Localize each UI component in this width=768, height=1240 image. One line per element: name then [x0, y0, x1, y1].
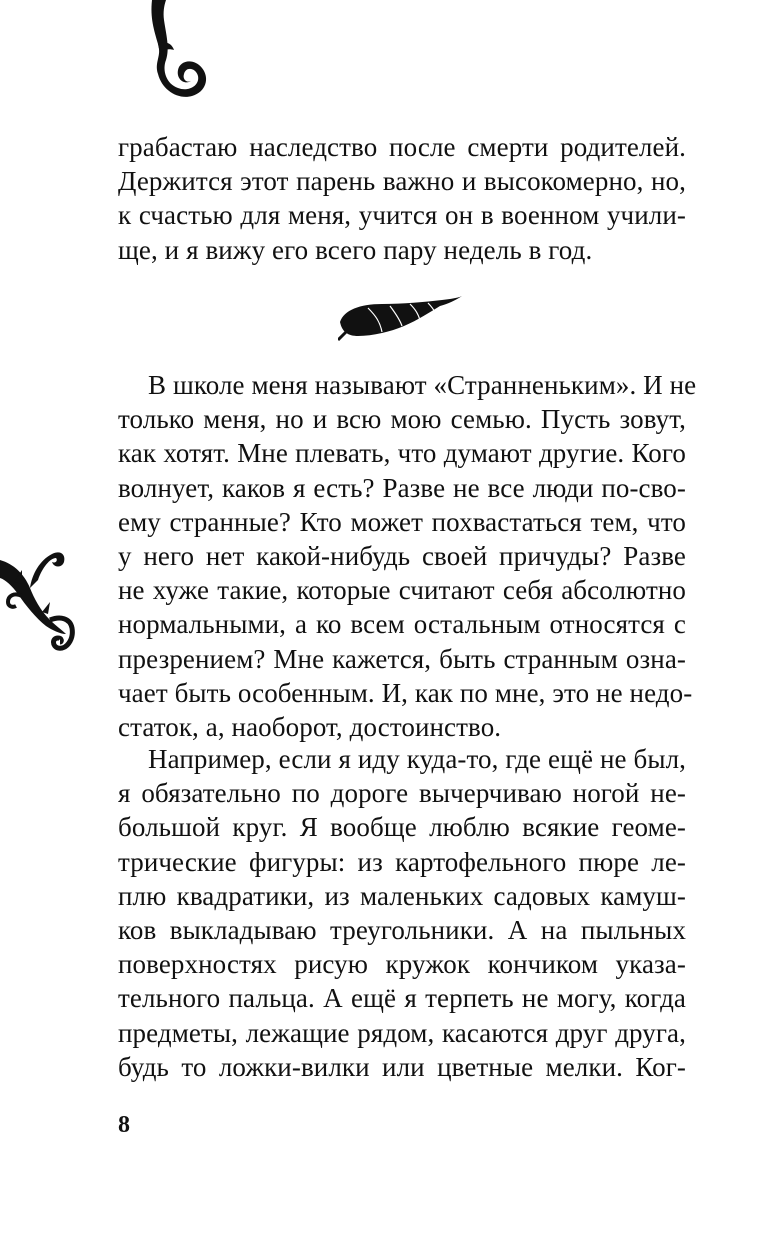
- text-line: ще, и я вижу его всего пару недель в год.: [118, 234, 593, 265]
- text-line: чает быть особенным. И, как по мне, это не недо-: [118, 677, 693, 708]
- feather-icon: [338, 292, 464, 342]
- text-line: ков выкладываю треугольники. А на пыльных: [118, 915, 686, 946]
- text-line: поверхностях рисую кружок кончиком указа-: [118, 949, 686, 980]
- text-line: Держится этот парень важно и высокомерно, но,: [118, 166, 686, 197]
- curl-ornament-icon: [132, 0, 212, 110]
- text-line: большой круг. Я вообще люблю всякие геоме-: [118, 812, 686, 843]
- text-line: у него нет какой-нибудь своей причуды? Разве: [118, 541, 686, 572]
- text-line: к счастью для меня, учится он в военном учили-: [118, 200, 686, 231]
- thorn-branch-icon: [0, 530, 100, 670]
- paragraph-continuation: [118, 130, 686, 267]
- text-line: ему странные? Кто может похвастаться тем, что: [118, 506, 686, 537]
- text-line: нормальными, а ко всем остальным относятся с: [118, 609, 686, 640]
- paragraph-example: [118, 742, 686, 1084]
- page-number: 8: [118, 1112, 130, 1138]
- text-line: предметы, лежащие рядом, касаются друг друга,: [118, 1017, 686, 1048]
- text-line: трические фигуры: из картофельного пюре ле-: [118, 846, 686, 877]
- text-line: тельного пальца. А ещё я терпеть не могу, когда: [118, 983, 686, 1014]
- text-line: как хотят. Мне плевать, что думают другие. Кого: [118, 438, 686, 469]
- text-line: я обязательно по дороге вычерчиваю ногой не-: [118, 778, 686, 809]
- paragraph-strange: [118, 368, 697, 744]
- text-line: не хуже такие, которые считают себя абсолютно: [118, 575, 686, 606]
- text-line: В школе меня называют «Странненьким». И не: [148, 370, 697, 400]
- text-line: волнует, каков я есть? Разве не все люди по-сво-: [118, 472, 686, 503]
- text-line: только меня, но и всю мою семью. Пусть зовут,: [118, 404, 686, 435]
- text-line: презрением? Мне кажется, быть странным озна-: [118, 643, 686, 674]
- text-line: плю квадратики, из маленьких садовых камуш-: [118, 880, 686, 911]
- text-line: статок, а, наоборот, достоинство.: [118, 712, 502, 743]
- text-line: будь то ложки-вилки или цветные мелки. Ког-: [118, 1051, 686, 1082]
- text-line: Например, если я иду куда-то, где ещё не был,: [148, 744, 686, 774]
- text-line: грабастаю наследство после смерти родителей.: [118, 132, 686, 162]
